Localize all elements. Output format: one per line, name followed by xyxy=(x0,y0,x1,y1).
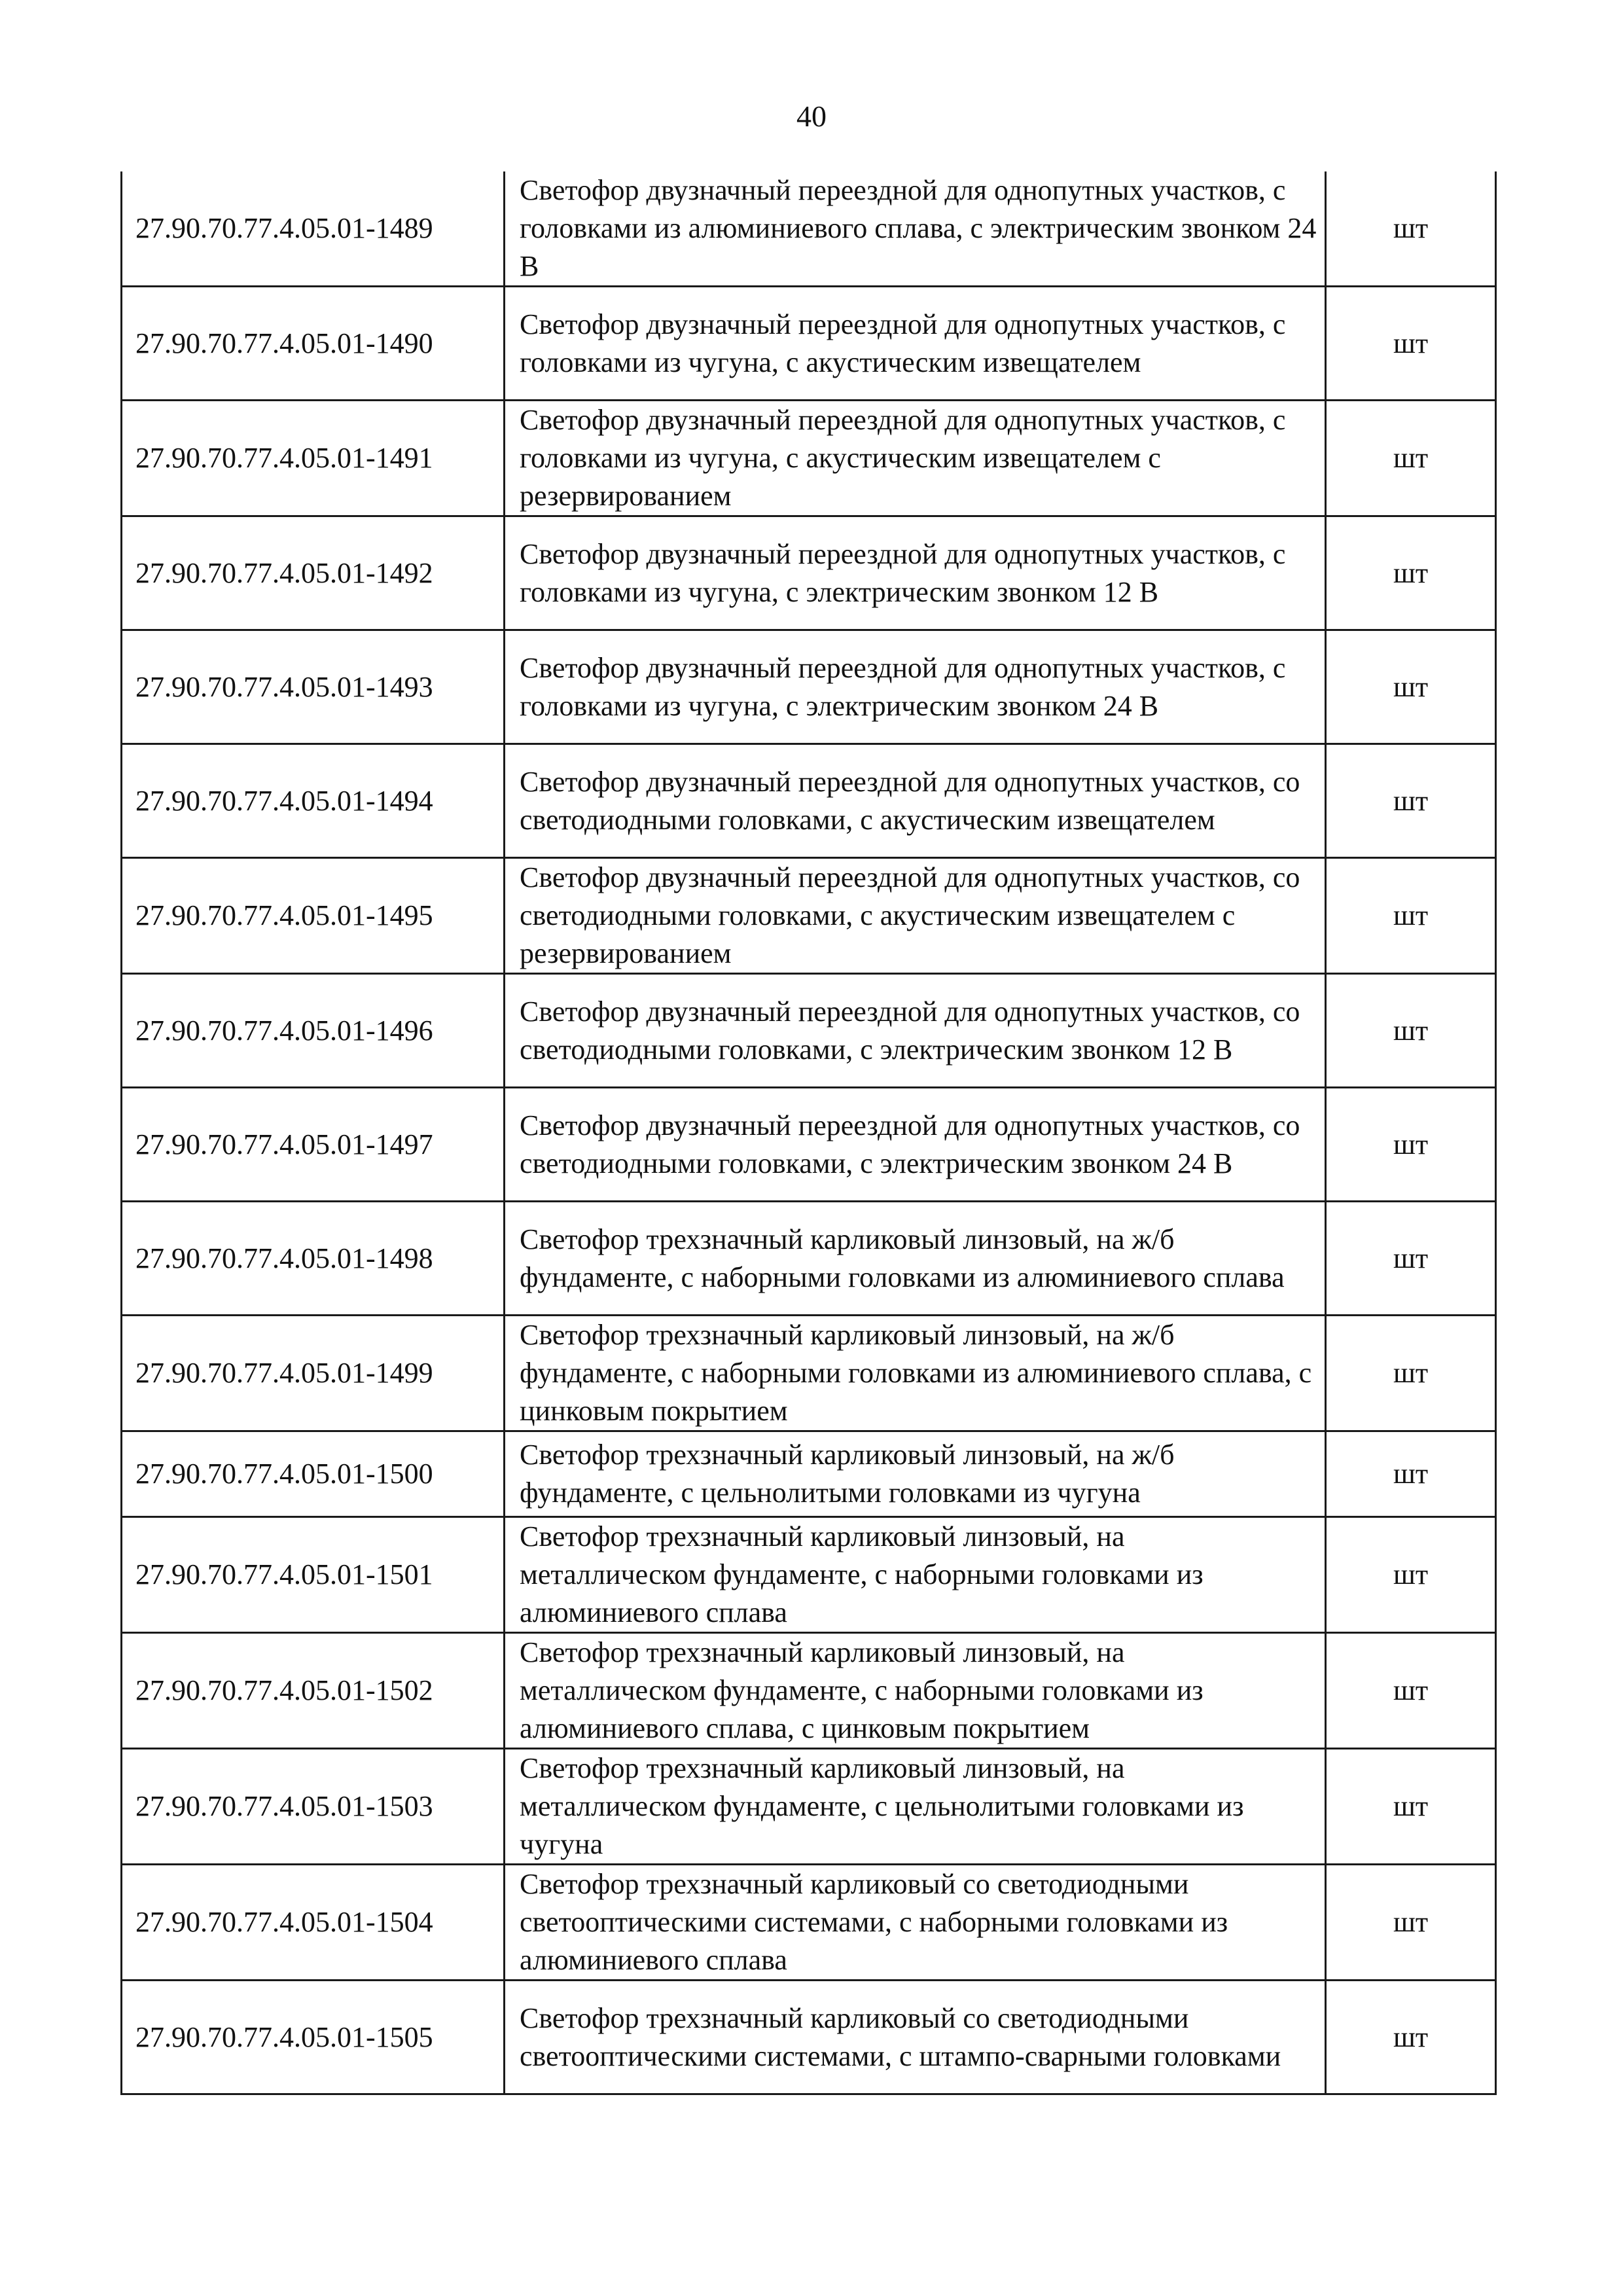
item-description: Светофор трехзначный карликовый линзовый, на металлическом фундаменте, с цельнолитыми головками из чугуна xyxy=(505,1749,1326,1865)
item-unit: шт xyxy=(1326,630,1496,744)
table-row xyxy=(122,401,1496,516)
table-row xyxy=(122,1202,1496,1316)
item-code: 27.90.70.77.4.05.01-1498 xyxy=(122,1202,505,1316)
item-code: 27.90.70.77.4.05.01-1494 xyxy=(122,744,505,858)
item-code: 27.90.70.77.4.05.01-1490 xyxy=(122,287,505,401)
item-unit: шт xyxy=(1326,1981,1496,2094)
item-code: 27.90.70.77.4.05.01-1496 xyxy=(122,974,505,1088)
item-code: 27.90.70.77.4.05.01-1504 xyxy=(122,1865,505,1981)
item-unit: шт xyxy=(1326,1865,1496,1981)
item-unit: шт xyxy=(1326,1202,1496,1316)
catalog-table xyxy=(120,171,1497,2095)
table-row xyxy=(122,1865,1496,1981)
table-row xyxy=(122,1749,1496,1865)
item-description: Светофор двузначный переездной для однопутных участков, с головками из чугуна, с акустическим извещателем xyxy=(505,287,1326,401)
item-code: 27.90.70.77.4.05.01-1495 xyxy=(122,858,505,974)
item-unit: шт xyxy=(1326,1749,1496,1865)
table-row xyxy=(122,1517,1496,1633)
item-unit: шт xyxy=(1326,1316,1496,1431)
item-unit: шт xyxy=(1326,744,1496,858)
table-row xyxy=(122,744,1496,858)
item-unit: шт xyxy=(1326,171,1496,287)
item-code: 27.90.70.77.4.05.01-1502 xyxy=(122,1633,505,1749)
item-unit: шт xyxy=(1326,516,1496,630)
item-code: 27.90.70.77.4.05.01-1499 xyxy=(122,1316,505,1431)
table-row xyxy=(122,1316,1496,1431)
item-code: 27.90.70.77.4.05.01-1500 xyxy=(122,1431,505,1517)
page-number: 40 xyxy=(796,99,827,133)
item-code: 27.90.70.77.4.05.01-1501 xyxy=(122,1517,505,1633)
item-description: Светофор трехзначный карликовый со светодиодными светооптическими системами, с наборными головками из алюминиевого сплава xyxy=(505,1865,1326,1981)
table-row xyxy=(122,171,1496,287)
item-description: Светофор трехзначный карликовый со светодиодными светооптическими системами, с штампо-сварными головками xyxy=(505,1981,1326,2094)
table-row xyxy=(122,858,1496,974)
item-code: 27.90.70.77.4.05.01-1493 xyxy=(122,630,505,744)
item-code: 27.90.70.77.4.05.01-1489 xyxy=(122,171,505,287)
item-unit: шт xyxy=(1326,1088,1496,1202)
item-code: 27.90.70.77.4.05.01-1492 xyxy=(122,516,505,630)
item-code: 27.90.70.77.4.05.01-1505 xyxy=(122,1981,505,2094)
item-code: 27.90.70.77.4.05.01-1491 xyxy=(122,401,505,516)
table-row xyxy=(122,1633,1496,1749)
table-row xyxy=(122,974,1496,1088)
item-unit: шт xyxy=(1326,1517,1496,1633)
item-description: Светофор трехзначный карликовый линзовый, на ж/б фундаменте, с цельнолитыми головками из чугуна xyxy=(505,1431,1326,1517)
item-description: Светофор двузначный переездной для однопутных участков, с головками из чугуна, с акустическим извещателем с резервированием xyxy=(505,401,1326,516)
item-description: Светофор двузначный переездной для однопутных участков, со светодиодными головками, с электрическим звонком 12 В xyxy=(505,974,1326,1088)
item-unit: шт xyxy=(1326,401,1496,516)
item-code: 27.90.70.77.4.05.01-1497 xyxy=(122,1088,505,1202)
table-row xyxy=(122,287,1496,401)
item-unit: шт xyxy=(1326,1633,1496,1749)
table-row xyxy=(122,516,1496,630)
item-description: Светофор трехзначный карликовый линзовый, на металлическом фундаменте, с наборными головками из алюминиевого сплава, с цинковым покрытием xyxy=(505,1633,1326,1749)
table-row xyxy=(122,1431,1496,1517)
item-description: Светофор трехзначный карликовый линзовый, на ж/б фундаменте, с наборными головками из алюминиевого сплава xyxy=(505,1202,1326,1316)
item-description: Светофор трехзначный карликовый линзовый, на ж/б фундаменте, с наборными головками из алюминиевого сплава, с цинковым покрытием xyxy=(505,1316,1326,1431)
item-description: Светофор двузначный переездной для однопутных участков, с головками из чугуна, с электрическим звонком 12 В xyxy=(505,516,1326,630)
item-unit: шт xyxy=(1326,1431,1496,1517)
item-description: Светофор двузначный переездной для однопутных участков, со светодиодными головками, с электрическим звонком 24 В xyxy=(505,1088,1326,1202)
item-description: Светофор двузначный переездной для однопутных участков, с головками из алюминиевого сплава, с электрическим звонком 24 В xyxy=(505,171,1326,287)
item-code: 27.90.70.77.4.05.01-1503 xyxy=(122,1749,505,1865)
item-description: Светофор двузначный переездной для однопутных участков, со светодиодными головками, с акустическим извещателем xyxy=(505,744,1326,858)
item-unit: шт xyxy=(1326,974,1496,1088)
item-unit: шт xyxy=(1326,858,1496,974)
item-description: Светофор двузначный переездной для однопутных участков, со светодиодными головками, с акустическим извещателем с резервированием xyxy=(505,858,1326,974)
item-description: Светофор трехзначный карликовый линзовый, на металлическом фундаменте, с наборными головками из алюминиевого сплава xyxy=(505,1517,1326,1633)
table-row xyxy=(122,1981,1496,2094)
item-description: Светофор двузначный переездной для однопутных участков, с головками из чугуна, с электрическим звонком 24 В xyxy=(505,630,1326,744)
table-row xyxy=(122,1088,1496,1202)
table-row xyxy=(122,630,1496,744)
item-unit: шт xyxy=(1326,287,1496,401)
